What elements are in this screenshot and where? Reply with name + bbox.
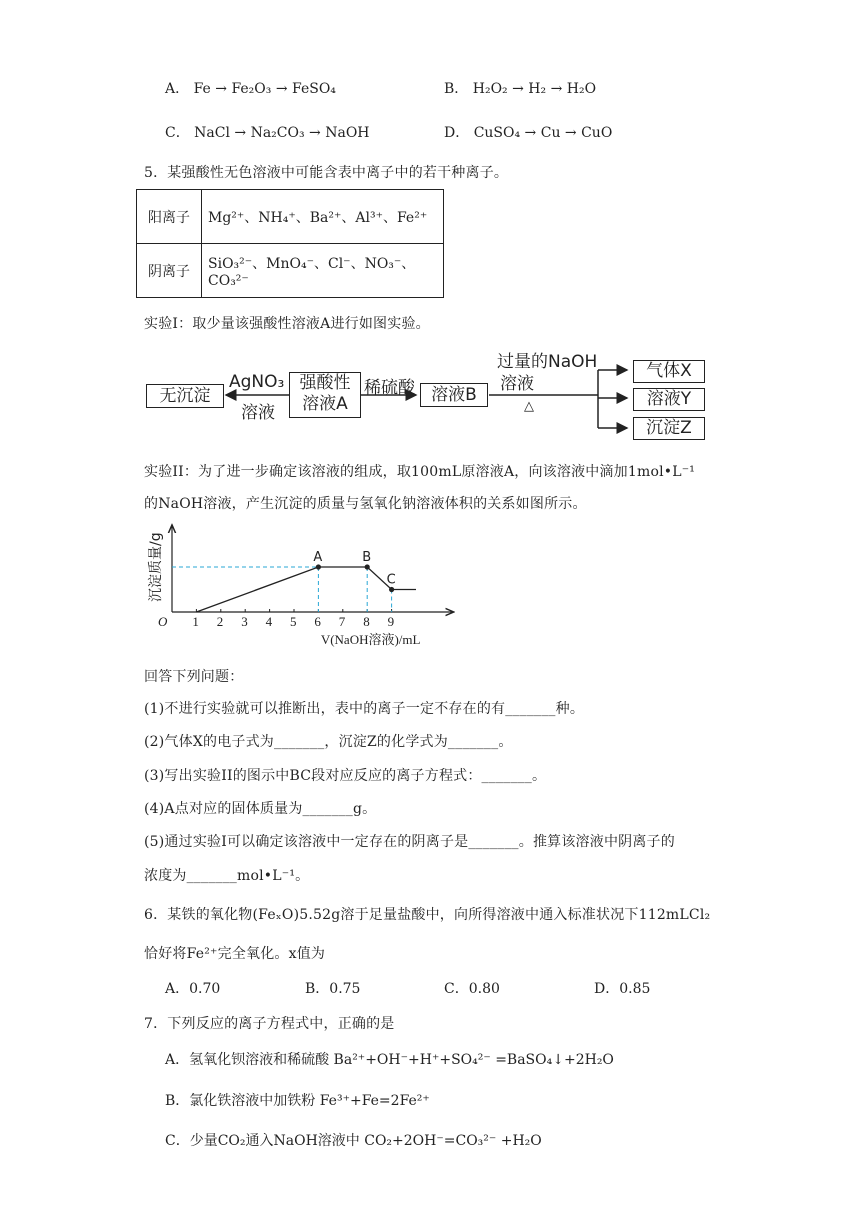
solution-y-box: 溶液Y	[633, 388, 705, 411]
point-label-c: C	[386, 572, 396, 588]
naoh-solution-label: 溶液	[500, 374, 534, 394]
q4-option-c-text: NaCl → Na₂CO₃ → NaOH	[194, 125, 370, 141]
solution-a-line1: 强酸性	[299, 373, 351, 393]
data-line	[196, 567, 416, 612]
q4-option-c	[165, 122, 370, 142]
q4-option-a-label: A．	[165, 81, 190, 97]
sub-question-2: (2)气体X的电子式为_______，沉淀Z的化学式为_______。	[144, 734, 513, 750]
heat-symbol: △	[524, 399, 534, 414]
x-tick-label: 4	[265, 614, 273, 629]
anion-list: SiO₃²⁻、MnO₄⁻、Cl⁻、NO₃⁻、CO₃²⁻	[202, 244, 444, 298]
q4-option-b-label: B．	[444, 81, 469, 97]
x-tick-label: 1	[192, 614, 199, 629]
precipitate-chart	[140, 522, 460, 650]
y-axis-label: 沉淀质量/g	[148, 532, 164, 602]
anion-header: 阴离子	[137, 244, 202, 298]
sub-question-1: (1)不进行实验就可以推断出，表中的离子一定不存在的有_______种。	[144, 701, 585, 717]
experiment1-intro: 实验I：取少量该强酸性溶液A进行如图实验。	[144, 316, 430, 332]
point-label-b: B	[362, 550, 372, 565]
agno3-label: AgNO₃	[229, 372, 285, 392]
solution-a-box	[289, 372, 361, 418]
point-label-a: A	[313, 550, 323, 565]
point-a	[316, 564, 321, 569]
excess-naoh-label: 过量的NaOH	[497, 352, 598, 372]
no-precipitate-box: 无沉淀	[146, 384, 224, 408]
precipitate-z-box: 沉淀Z	[633, 417, 705, 440]
q4-option-b-text: H₂O₂ → H₂ → H₂O	[472, 81, 597, 97]
x-tick-label: 8	[363, 614, 370, 629]
x-tick-label: 5	[290, 614, 297, 629]
q4-option-d-label: D．	[444, 125, 470, 141]
q6-line1: 6．某铁的氧化物(FeₓO)5.52g溶于足量盐酸中，向所得溶液中通入标准状况下112mLCl₂	[144, 907, 711, 923]
agno3-solution-label: 溶液	[241, 403, 275, 423]
ion-table	[136, 189, 444, 298]
q4-option-d	[444, 122, 612, 142]
gas-x-box: 气体X	[633, 360, 705, 383]
cation-list: Mg²⁺、NH₄⁺、Ba²⁺、Al³⁺、Fe²⁺	[202, 190, 444, 244]
x-tick-label: 9	[387, 614, 395, 629]
q7-option-a: A．氢氧化钡溶液和稀硫酸 Ba²⁺+OH⁻+H⁺+SO₄²⁻ =BaSO₄↓+2H₂O	[165, 1052, 614, 1068]
q7-option-b: B．氯化铁溶液中加铁粉 Fe³⁺+Fe=2Fe²⁺	[165, 1093, 430, 1109]
solution-b-box: 溶液B	[420, 383, 488, 407]
table-row	[137, 190, 444, 244]
q6-line2: 恰好将Fe²⁺完全氧化。x值为	[144, 946, 326, 962]
cation-header: 阳离子	[137, 190, 202, 244]
q4-option-c-label: C．	[165, 125, 190, 141]
x-tick-label: 2	[216, 614, 224, 629]
q4-option-b	[444, 78, 596, 98]
q6-option-d: D．0.85	[594, 981, 651, 997]
experiment2-line1: 实验II：为了进一步确定该溶液的组成，取100mL原溶液A，向该溶液中滴加1mol•L⁻¹	[144, 464, 696, 480]
point-b	[365, 564, 370, 569]
experiment2-line2: 的NaOH溶液，产生沉淀的质量与氢氧化钠溶液体积的关系如图所示。	[144, 496, 587, 512]
origin-label: O	[158, 614, 168, 629]
x-tick-label: 6	[314, 614, 321, 629]
q7-stem: 7．下列反应的离子方程式中，正确的是	[144, 1016, 395, 1032]
point-c	[389, 587, 394, 592]
sub-question-3: (3)写出实验II的图示中BC段对应反应的离子方程式：_______。	[144, 768, 547, 784]
sub-question-5-cont: 浓度为_______mol•L⁻¹。	[144, 868, 310, 884]
dilute-sulfuric-acid-label: 稀硫酸	[364, 378, 415, 398]
x-tick-label: 3	[241, 614, 248, 629]
table-row	[137, 244, 444, 298]
q4-option-a	[165, 78, 336, 98]
q6-option-b: B．0.75	[305, 981, 361, 997]
x-axis-label: V(NaOH溶液)/mL	[320, 632, 421, 647]
solution-a-line2: 溶液A	[302, 394, 348, 414]
q6-option-c: C．0.80	[444, 981, 500, 997]
q6-option-a: A．0.70	[165, 981, 221, 997]
q4-option-a-text: Fe → Fe₂O₃ → FeSO₄	[193, 81, 336, 97]
q7-option-c: C．少量CO₂通入NaOH溶液中 CO₂+2OH⁻=CO₃²⁻ +H₂O	[165, 1133, 542, 1149]
q4-option-d-text: CuSO₄ → Cu → CuO	[473, 125, 613, 141]
x-tick-label: 7	[338, 614, 346, 629]
sub-question-4: (4)A点对应的固体质量为_______g。	[144, 801, 377, 817]
sub-question-5: (5)通过实验I可以确定该溶液中一定存在的阴离子是_______。推算该溶液中阴离子的	[144, 834, 675, 850]
answer-intro: 回答下列问题：	[144, 669, 244, 685]
q5-stem: 5．某强酸性无色溶液中可能含表中离子中的若干种离子。	[144, 165, 509, 181]
